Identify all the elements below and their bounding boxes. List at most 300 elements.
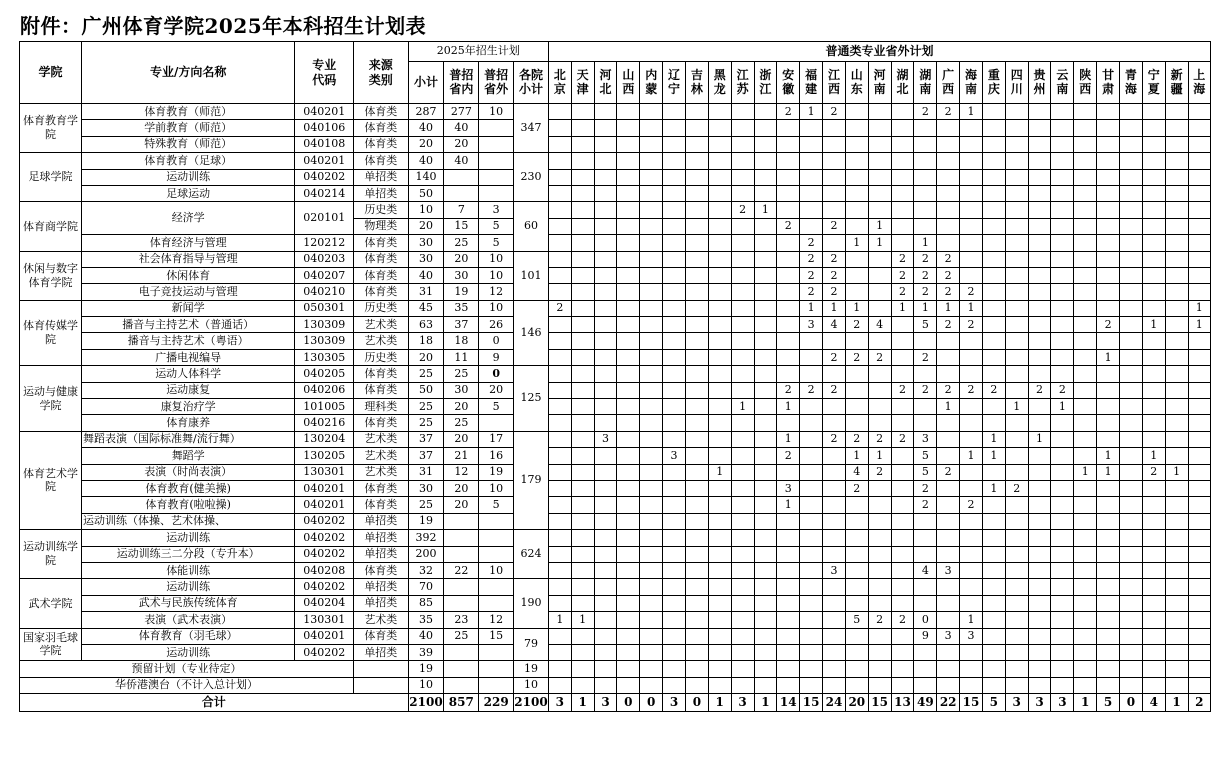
province-quota: 1 — [1051, 399, 1074, 415]
table-row — [20, 284, 1211, 300]
province-quota — [800, 349, 823, 365]
province-quota — [823, 464, 846, 480]
plan-out-province: 17 — [479, 431, 514, 447]
province-quota — [685, 333, 708, 349]
province-quota: 2 — [1028, 382, 1051, 398]
plan-in-province: 20 — [444, 431, 479, 447]
province-quota — [617, 235, 640, 251]
province-quota — [868, 595, 891, 611]
province-quota: 2 — [845, 480, 868, 496]
province-quota — [1005, 644, 1028, 660]
province-quota — [1097, 595, 1120, 611]
plan-subtotal: 140 — [408, 169, 444, 185]
plan-subtotal: 50 — [408, 185, 444, 201]
plan-subtotal: 25 — [408, 399, 444, 415]
province-quota: 3 — [663, 448, 686, 464]
province-quota: 2 — [800, 235, 823, 251]
province-quota — [800, 399, 823, 415]
major-name: 舞蹈学 — [82, 448, 295, 464]
province-quota — [617, 562, 640, 578]
province-quota — [754, 366, 777, 382]
province-quota: 1 — [960, 612, 983, 628]
total-province-quota: 15 — [960, 694, 983, 712]
province-quota — [754, 579, 777, 595]
province-quota: 4 — [868, 317, 891, 333]
province-quota — [1074, 677, 1097, 693]
province-quota — [571, 415, 594, 431]
province-quota — [640, 448, 663, 464]
plan-in-province: 277 — [444, 104, 479, 120]
province-quota — [960, 366, 983, 382]
province-quota — [708, 218, 731, 234]
province-quota — [708, 497, 731, 513]
province-quota: 1 — [1188, 300, 1210, 316]
province-quota — [708, 267, 731, 283]
province-quota — [1028, 644, 1051, 660]
college-subtotal: 60 — [514, 202, 549, 251]
province-quota — [823, 513, 846, 529]
province-quota — [1005, 546, 1028, 562]
province-quota — [1005, 202, 1028, 218]
province-quota — [800, 448, 823, 464]
province-quota — [777, 267, 800, 283]
province-quota — [937, 235, 960, 251]
province-quota — [548, 448, 571, 464]
province-quota: 1 — [731, 399, 754, 415]
province-quota — [1165, 104, 1188, 120]
province-quota — [708, 530, 731, 546]
province-quota — [1142, 562, 1165, 578]
province-quota — [548, 464, 571, 480]
province-quota — [777, 562, 800, 578]
province-quota — [1165, 431, 1188, 447]
province-quota — [1051, 185, 1074, 201]
college-subtotal: 624 — [514, 530, 549, 579]
province-quota — [640, 185, 663, 201]
province-quota — [800, 595, 823, 611]
total-province-quota: 3 — [1051, 694, 1074, 712]
college-name: 休闲与数字体育学院 — [20, 251, 82, 300]
plan-in-province — [444, 185, 479, 201]
province-quota — [1165, 185, 1188, 201]
province-quota — [1097, 251, 1120, 267]
province-quota — [548, 513, 571, 529]
province-quota — [1165, 136, 1188, 152]
province-quota — [914, 185, 937, 201]
plan-out-province — [479, 136, 514, 152]
province-quota — [914, 136, 937, 152]
province-quota — [960, 333, 983, 349]
province-quota — [1005, 497, 1028, 513]
province-quota: 2 — [937, 104, 960, 120]
province-quota — [823, 628, 846, 644]
province-quota — [1097, 120, 1120, 136]
province-quota — [937, 546, 960, 562]
major-code: 130305 — [295, 349, 354, 365]
major-name: 运动训练 — [82, 579, 295, 595]
province-quota — [1074, 415, 1097, 431]
province-quota — [823, 235, 846, 251]
province-quota — [1142, 251, 1165, 267]
province-quota — [594, 464, 617, 480]
province-quota — [937, 333, 960, 349]
province-quota — [571, 218, 594, 234]
province-quota — [640, 136, 663, 152]
province-quota — [1165, 267, 1188, 283]
province-quota — [594, 513, 617, 529]
total-province-quota: 3 — [663, 694, 686, 712]
province-quota — [685, 202, 708, 218]
major-name: 运动训练（体操、艺术体操、 — [82, 513, 295, 529]
total-province-quota: 13 — [891, 694, 914, 712]
province-quota — [1005, 579, 1028, 595]
major-name: 运动训练三二分段（专升本） — [82, 546, 295, 562]
province-quota — [640, 644, 663, 660]
province-quota — [640, 431, 663, 447]
province-quota: 1 — [777, 497, 800, 513]
province-quota — [571, 579, 594, 595]
province-quota — [982, 267, 1005, 283]
province-quota — [1097, 235, 1120, 251]
province-quota — [1188, 284, 1210, 300]
plan-out-province: 26 — [479, 317, 514, 333]
province-quota — [685, 284, 708, 300]
plan-out-province: 0 — [479, 366, 514, 382]
province-quota — [1051, 251, 1074, 267]
province-quota — [823, 546, 846, 562]
province-quota — [1097, 415, 1120, 431]
college-subtotal: 179 — [514, 431, 549, 529]
table-row — [20, 464, 1211, 480]
province-quota — [1165, 579, 1188, 595]
major-code: 040202 — [295, 644, 354, 660]
province-quota — [800, 169, 823, 185]
plan-out-province — [479, 185, 514, 201]
source-type: 体育类 — [354, 136, 408, 152]
plan-subtotal: 85 — [408, 595, 444, 611]
province-quota — [937, 366, 960, 382]
province-quota: 1 — [1074, 464, 1097, 480]
province-quota — [548, 202, 571, 218]
province-quota — [754, 300, 777, 316]
province-quota — [868, 382, 891, 398]
province-quota — [1028, 317, 1051, 333]
province-quota — [823, 530, 846, 546]
province-quota — [754, 612, 777, 628]
province-quota — [1120, 185, 1143, 201]
table-row — [20, 120, 1211, 136]
total-province-quota: 14 — [777, 694, 800, 712]
major-code: 040201 — [295, 628, 354, 644]
province-quota — [960, 579, 983, 595]
plan-out-province — [479, 661, 514, 677]
province-quota — [800, 677, 823, 693]
plan-in-province — [444, 644, 479, 660]
province-quota — [1120, 333, 1143, 349]
province-quota — [1028, 218, 1051, 234]
province-quota — [1097, 333, 1120, 349]
table-row — [20, 136, 1211, 152]
province-quota — [731, 317, 754, 333]
major-code: 040205 — [295, 366, 354, 382]
province-quota — [1005, 300, 1028, 316]
province-quota — [777, 120, 800, 136]
province-quota: 2 — [937, 317, 960, 333]
province-quota — [868, 267, 891, 283]
major-name: 运动康复 — [82, 382, 295, 398]
province-quota — [1005, 595, 1028, 611]
province-quota — [571, 644, 594, 660]
province-quota — [982, 612, 1005, 628]
province-quota — [1051, 562, 1074, 578]
province-quota: 2 — [891, 251, 914, 267]
province-quota — [594, 153, 617, 169]
province-quota — [1074, 185, 1097, 201]
province-quota — [1074, 251, 1097, 267]
province-quota — [1142, 513, 1165, 529]
province-quota — [891, 644, 914, 660]
college-name: 体育传媒学院 — [20, 300, 82, 366]
college-subtotal: 79 — [514, 628, 549, 661]
province-quota — [1005, 136, 1028, 152]
province-quota — [617, 382, 640, 398]
plan-subtotal: 45 — [408, 300, 444, 316]
plan-subtotal: 40 — [408, 153, 444, 169]
province-quota — [823, 644, 846, 660]
source-type: 艺术类 — [354, 317, 408, 333]
province-quota — [685, 448, 708, 464]
province-quota: 1 — [754, 202, 777, 218]
province-quota — [754, 185, 777, 201]
col-header-subtotal: 小计 — [408, 62, 444, 104]
province-quota — [1142, 169, 1165, 185]
province-quota — [1051, 218, 1074, 234]
province-quota — [1188, 480, 1210, 496]
province-quota — [548, 546, 571, 562]
table-row — [20, 628, 1211, 644]
overseas-label: 华侨港澳台（不计入总计划） — [20, 677, 354, 693]
province-quota — [1120, 480, 1143, 496]
table-row — [20, 235, 1211, 251]
province-quota — [982, 317, 1005, 333]
province-quota — [868, 480, 891, 496]
plan-in-province: 21 — [444, 448, 479, 464]
province-quota — [1188, 399, 1210, 415]
province-quota — [617, 104, 640, 120]
college-name: 体育教育学院 — [20, 104, 82, 153]
major-code: 130309 — [295, 333, 354, 349]
source-type: 单招类 — [354, 546, 408, 562]
province-quota — [617, 464, 640, 480]
col-header-college: 学院 — [20, 42, 82, 104]
plan-in-province: 22 — [444, 562, 479, 578]
province-quota — [731, 628, 754, 644]
province-quota: 5 — [914, 317, 937, 333]
province-quota — [663, 185, 686, 201]
plan-subtotal: 37 — [408, 431, 444, 447]
province-quota — [777, 300, 800, 316]
province-quota: 1 — [777, 399, 800, 415]
province-quota: 0 — [914, 612, 937, 628]
province-quota — [845, 415, 868, 431]
major-name: 体育康养 — [82, 415, 295, 431]
col-header-province: 陕 西 — [1074, 62, 1097, 104]
province-quota — [1051, 677, 1074, 693]
total-province-quota: 2 — [1188, 694, 1210, 712]
province-quota — [914, 169, 937, 185]
col-header-province: 新 疆 — [1165, 62, 1188, 104]
major-code: 130309 — [295, 317, 354, 333]
province-quota — [1165, 300, 1188, 316]
province-quota: 1 — [800, 104, 823, 120]
province-quota — [1120, 628, 1143, 644]
college-name: 运动训练学院 — [20, 530, 82, 579]
college-subtotal: 347 — [514, 104, 549, 153]
province-quota — [685, 480, 708, 496]
province-quota: 2 — [914, 284, 937, 300]
province-quota — [548, 349, 571, 365]
province-quota — [663, 480, 686, 496]
province-quota — [1028, 169, 1051, 185]
province-quota — [754, 464, 777, 480]
province-quota — [1188, 366, 1210, 382]
plan-subtotal: 40 — [408, 120, 444, 136]
province-quota — [1165, 235, 1188, 251]
total-province-quota: 0 — [1120, 694, 1143, 712]
province-quota — [823, 595, 846, 611]
plan-in-province: 15 — [444, 218, 479, 234]
province-quota — [571, 317, 594, 333]
province-quota — [845, 628, 868, 644]
plan-in-province: 25 — [444, 235, 479, 251]
province-quota — [617, 120, 640, 136]
plan-subtotal: 40 — [408, 267, 444, 283]
province-quota — [1028, 562, 1051, 578]
province-quota — [1120, 661, 1143, 677]
major-code: 050301 — [295, 300, 354, 316]
province-quota — [891, 513, 914, 529]
province-quota — [1097, 612, 1120, 628]
province-quota — [663, 136, 686, 152]
total-subtotal: 2100 — [408, 694, 444, 712]
province-quota — [845, 530, 868, 546]
plan-subtotal: 31 — [408, 284, 444, 300]
province-quota — [1051, 235, 1074, 251]
province-quota: 2 — [800, 267, 823, 283]
province-quota — [1142, 218, 1165, 234]
province-quota — [1074, 169, 1097, 185]
province-quota — [982, 235, 1005, 251]
province-quota — [663, 284, 686, 300]
province-quota — [571, 300, 594, 316]
province-quota — [891, 333, 914, 349]
table-row — [20, 431, 1211, 447]
province-quota — [663, 317, 686, 333]
enrollment-plan-table-wrapper — [19, 41, 1211, 712]
province-quota — [891, 530, 914, 546]
province-quota: 4 — [914, 562, 937, 578]
province-quota — [823, 399, 846, 415]
province-quota: 2 — [823, 382, 846, 398]
province-quota: 1 — [845, 300, 868, 316]
source-type: 理科类 — [354, 399, 408, 415]
province-quota — [1188, 628, 1210, 644]
province-quota: 2 — [868, 349, 891, 365]
major-code: 130301 — [295, 612, 354, 628]
table-row — [20, 530, 1211, 546]
province-quota — [1120, 431, 1143, 447]
major-name: 武术与民族传统体育 — [82, 595, 295, 611]
province-quota: 9 — [914, 628, 937, 644]
province-quota — [1142, 349, 1165, 365]
province-quota — [731, 251, 754, 267]
province-quota — [1165, 251, 1188, 267]
total-province-quota: 20 — [845, 694, 868, 712]
province-quota — [731, 136, 754, 152]
province-quota — [891, 661, 914, 677]
province-quota — [731, 300, 754, 316]
province-quota: 1 — [1005, 399, 1028, 415]
province-quota — [1074, 317, 1097, 333]
col-header-province: 山 西 — [617, 62, 640, 104]
col-header-major: 专业/方向名称 — [82, 42, 295, 104]
province-quota — [548, 169, 571, 185]
province-quota — [1074, 661, 1097, 677]
province-quota — [1120, 677, 1143, 693]
major-code: 040108 — [295, 136, 354, 152]
province-quota — [571, 333, 594, 349]
province-quota — [1028, 185, 1051, 201]
province-quota — [1165, 382, 1188, 398]
province-quota — [982, 497, 1005, 513]
plan-in-province: 19 — [444, 284, 479, 300]
province-quota — [754, 628, 777, 644]
province-quota — [731, 497, 754, 513]
province-quota — [960, 202, 983, 218]
plan-out-province: 10 — [479, 251, 514, 267]
province-quota — [982, 677, 1005, 693]
province-quota — [548, 120, 571, 136]
college-name: 国家羽毛球学院 — [20, 628, 82, 661]
province-quota — [1074, 562, 1097, 578]
province-quota — [891, 366, 914, 382]
province-quota — [685, 431, 708, 447]
table-row — [20, 546, 1211, 562]
source-type: 单招类 — [354, 185, 408, 201]
province-quota — [982, 464, 1005, 480]
major-name: 电子竞技运动与管理 — [82, 284, 295, 300]
province-quota: 1 — [1028, 431, 1051, 447]
plan-in-province — [444, 169, 479, 185]
province-quota — [1051, 300, 1074, 316]
province-quota — [663, 513, 686, 529]
province-quota — [1005, 661, 1028, 677]
major-name: 足球运动 — [82, 185, 295, 201]
col-header-source: 来源 类别 — [354, 42, 408, 104]
major-name: 体育经济与管理 — [82, 235, 295, 251]
province-quota — [1097, 104, 1120, 120]
province-quota — [777, 513, 800, 529]
source-type: 单招类 — [354, 530, 408, 546]
province-quota — [868, 661, 891, 677]
province-quota — [1074, 218, 1097, 234]
province-quota — [845, 546, 868, 562]
plan-in-province: 20 — [444, 399, 479, 415]
province-quota: 2 — [777, 218, 800, 234]
province-quota — [617, 169, 640, 185]
province-quota — [1165, 480, 1188, 496]
province-quota — [1188, 546, 1210, 562]
